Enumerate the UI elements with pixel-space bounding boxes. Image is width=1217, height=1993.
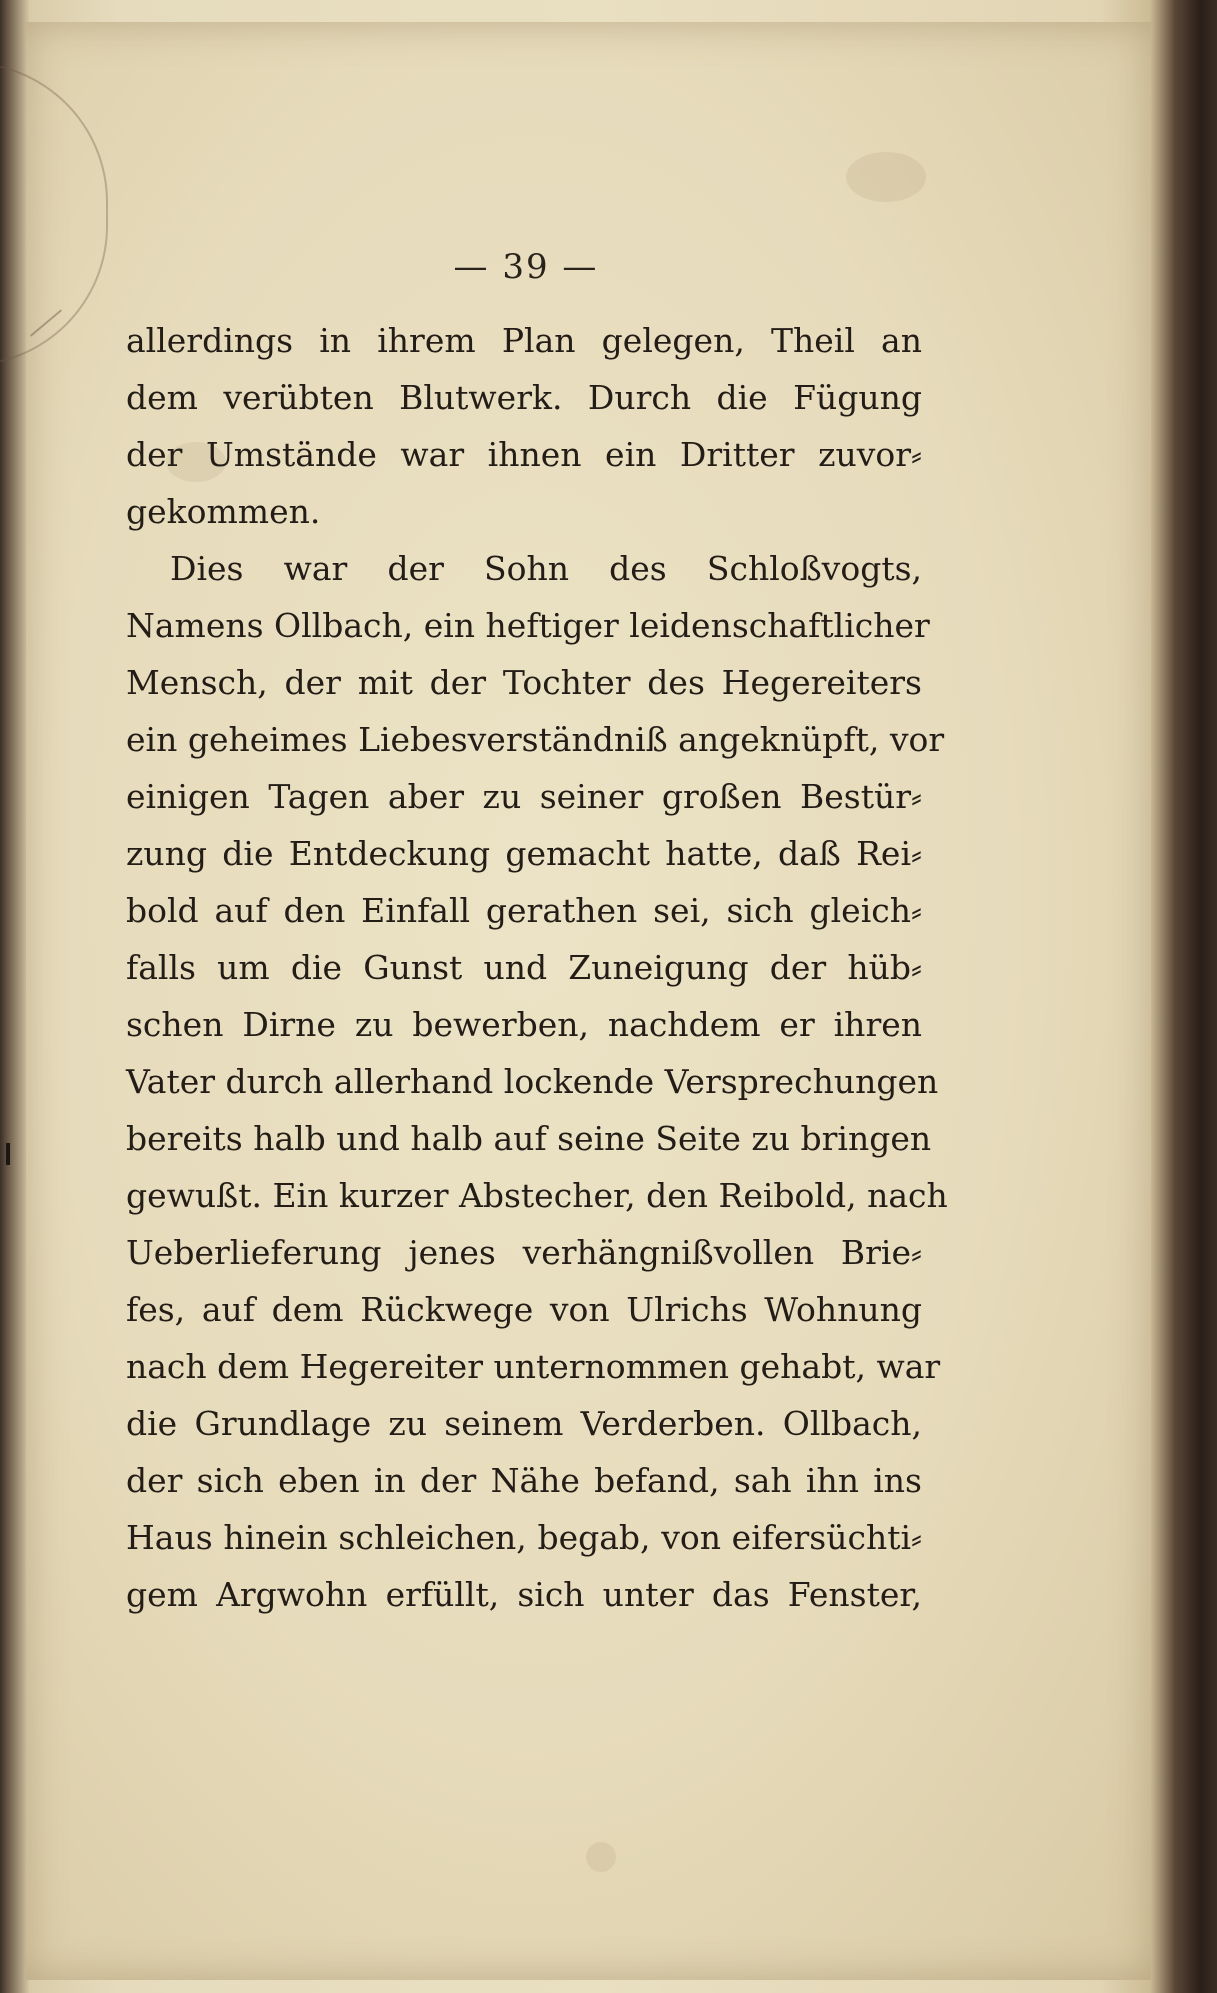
text-line: gewußt. Ein kurzer Abstecher, den Reibold, nach — [126, 1176, 948, 1215]
text-line: nach dem Hegereiter unternommen gehabt, war — [126, 1347, 941, 1386]
paper-page — [26, 22, 1151, 1980]
text-line: allerdings in ihrem Plan gelegen, Theil an — [126, 321, 922, 360]
text-line: der sich eben in der Nähe befand, sah ihn ins — [126, 1461, 922, 1500]
page-number-header: — 39 — — [453, 247, 599, 287]
text-line: Haus hinein schleichen, begab, von eifersüchti⸗ — [126, 1518, 922, 1557]
body-text — [126, 312, 948, 1623]
text-line: der Umstände war ihnen ein Dritter zuvor⸗ — [126, 435, 922, 474]
text-line: Namens Ollbach, ein heftiger leidenschaftlicher — [126, 606, 930, 645]
text-line: falls um die Gunst und Zuneigung der hüb⸗ — [126, 948, 922, 987]
foxing-spot — [846, 152, 926, 202]
text-line: die Grundlage zu seinem Verderben. Ollbach, — [126, 1404, 922, 1443]
text-line: einigen Tagen aber zu seiner großen Bestür⸗ — [126, 777, 922, 816]
text-line: fes, auf dem Rückwege von Ulrichs Wohnung — [126, 1290, 922, 1329]
text-line: zung die Entdeckung gemacht hatte, daß Rei⸗ — [126, 834, 922, 873]
text-line: schen Dirne zu bewerben, nachdem er ihren — [126, 1005, 922, 1044]
text-line: gem Argwohn erfüllt, sich unter das Fenster, — [126, 1575, 922, 1614]
page-edge-curve — [0, 62, 108, 366]
text-line: Dies war der Sohn des Schloßvogts, — [170, 549, 922, 588]
text-line: bold auf den Einfall gerathen sei, sich gleich⸗ — [126, 891, 922, 930]
foxing-spot — [586, 1842, 616, 1872]
text-line: Ueberlieferung jenes verhängnißvollen Brie⸗ — [126, 1233, 922, 1272]
text-line: gekommen. — [126, 492, 321, 531]
margin-mark — [6, 1143, 10, 1165]
text-line: bereits halb und halb auf seine Seite zu bringen — [126, 1119, 932, 1158]
text-line: ein geheimes Liebesverständniß angeknüpft, vor — [126, 720, 945, 759]
text-line: Mensch, der mit der Tochter des Hegereiters — [126, 663, 922, 702]
text-line: dem verübten Blutwerk. Durch die Fügung — [126, 378, 922, 417]
text-line: Vater durch allerhand lockende Versprechungen — [126, 1062, 939, 1101]
